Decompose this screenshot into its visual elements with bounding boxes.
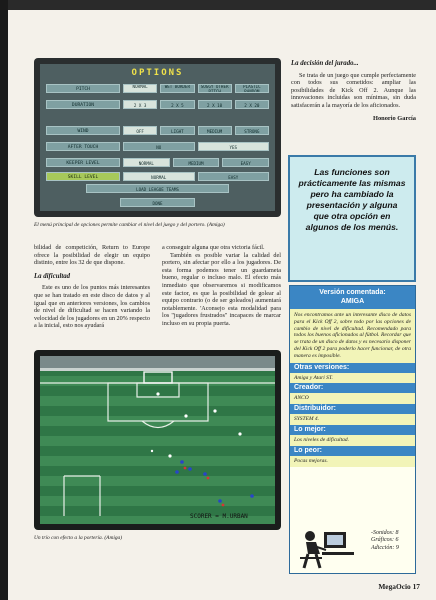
option-cell: MEDIUM [198,126,232,135]
caption-top: El menú principal de opciones permite cambiar el nivel del juego y del portero. (Amiga) [34,222,225,228]
option-label: WIND [46,126,120,135]
option-cell: YES [198,142,270,151]
distributor-value: SYSTEM 4. [290,414,415,425]
scorer-hud: SCORER = M.URBAN [190,513,248,520]
magazine-page [8,0,436,600]
review-box-text: Nos encontramos ante un interesante disco de datos para el Kick Off 2, sobre todo por las opciones de cambio de nivel de dificultad. Recomendado para todos los buenos aficionados al fútbol. Recordar que se trata de un disco de datos y es necesario disponer del Kick Off 2 para poderlo hacer funcionar, de otra manera es imposible. [290,309,415,363]
option-label: AFTER TOUCH [46,142,120,151]
other-versions-label: Otras versiones: [290,363,415,373]
top-band [8,0,436,10]
option-cell: OFF [123,126,157,135]
option-cell: NORMAL [123,172,195,181]
page-footer: MegaOcio 17 [378,582,420,591]
option-cell: NO [123,142,195,151]
option-label: DURATION [46,100,120,109]
computer-user-icon [296,524,358,570]
callout-text: Las funciones son prácticamente las mismas pero ha cambiado la presentación y alguna que otra opción en algunos de los menús. [298,167,406,232]
option-cell: SOGGY OTHER PITCH [198,84,232,93]
score-sound: -Sonidos: 8 [371,530,399,536]
option-cell: 2 X 20 [235,100,269,109]
option-row-keeper-level [46,158,269,167]
score-addiction: Adicción: 9 [371,544,399,551]
jury-author: Honorio García [372,114,416,122]
option-row-wind [46,126,269,135]
options-title: OPTIONS [131,68,184,78]
creator-label: Creador: [290,383,415,393]
option-row-duration [46,100,269,109]
score-graphics: Gráficos: 6 [371,537,399,544]
pitch-image [40,356,275,524]
col2-paragraph-2: También es posible variar la calidad del portero, sin afectar por ello a los jugadores. De esta forma podemos tener un guardameta bueno, regular o incluso malo. El efecto más inmediato que observaremos si modificamos este factor, es que la posibilidad de golear al equipo contrario (o de ser goleados) aumentará notablemente. 'Aconsejo esta modalidad para los "jugadores frustrados" incapaces de marcar incluso en su propia puerta. [162,251,281,327]
score-list [371,530,399,552]
option-cell: EASY [198,172,270,181]
col1-subhead: La dificultad [34,272,71,280]
options-screenshot [34,58,281,217]
other-versions-value: Amiga y Atari ST. [290,373,415,384]
version-platform: AMIGA [340,297,365,305]
review-box-header [290,286,415,309]
option-row-pitch [46,84,269,93]
col2-paragraph-1: a conseguir alguna que otra victoria fácil. [162,244,265,251]
option-cell: STRONG [235,126,269,135]
done-button: DONE [120,198,195,207]
option-cell: MEDIUM [173,158,220,167]
match-screenshot [34,350,281,530]
load-league-teams: LOAD LEAGUE TEAMS [86,184,229,193]
distributor-label: Distribuidor: [290,404,415,414]
callout-box [288,155,416,282]
option-row-skill-level [46,172,269,181]
option-cell: WET BORDER [160,84,194,93]
column-1 [34,244,150,330]
col1-paragraph-1: bilidad de competición, Return to Europe ofrece la posibilidad de elegir un equipo distinto, entre los 32 de que dispone. [34,244,150,267]
option-cell: 2 X 5 [160,100,194,109]
version-label: Versión comentada: [319,289,386,296]
option-cell: LIGHT [160,126,194,135]
column-2 [162,244,281,328]
worst-label: Lo peor: [290,446,415,456]
option-label: KEEPER LEVEL [46,158,120,167]
best-value: Los niveles de dificultad. [290,435,415,446]
option-label: PITCH [46,84,120,93]
jury-subhead: La decisión del jurado... [291,60,359,67]
option-cell: NORMAL [123,158,170,167]
option-cell: 2 X 10 [198,100,232,109]
option-label: SKILL LEVEL [46,172,120,181]
jury-section [291,60,416,122]
worst-value: Pocas mejoras. [290,456,415,467]
best-label: Lo mejor: [290,425,415,435]
option-row-done [46,198,269,207]
jury-paragraph: Se trata de un juego que cumple perfectamente con todos sus cometidos: ampliar las posibilidades de Kick Off 2. Aunque las innovaciones incluidas son mínimas, sin duda satisfacerán a la mayoría de los aficionados. [291,71,416,109]
col1-paragraph-2: Este es uno de los puntos más interesantes que se han tratado en este disco de datos y al igual que en anteriores versiones, los cambios de nivel de dificultad se hacen variando la velocidad de los jugadores en un 20% respecto a la inicial, esto nos ayudará [34,284,150,330]
option-row-after-touch [46,142,269,151]
option-cell: EASY [222,158,269,167]
creator-value: ANCO [290,393,415,404]
option-cell: 2 X 3 [123,100,157,109]
caption-bottom: Un trío con efecto a la portería. (Amiga) [34,535,123,541]
option-cell: PLASTIC RANDOM [235,84,269,93]
option-row-load-league [46,184,269,193]
options-screen [40,64,275,211]
option-cell: NORMAL [123,84,157,93]
